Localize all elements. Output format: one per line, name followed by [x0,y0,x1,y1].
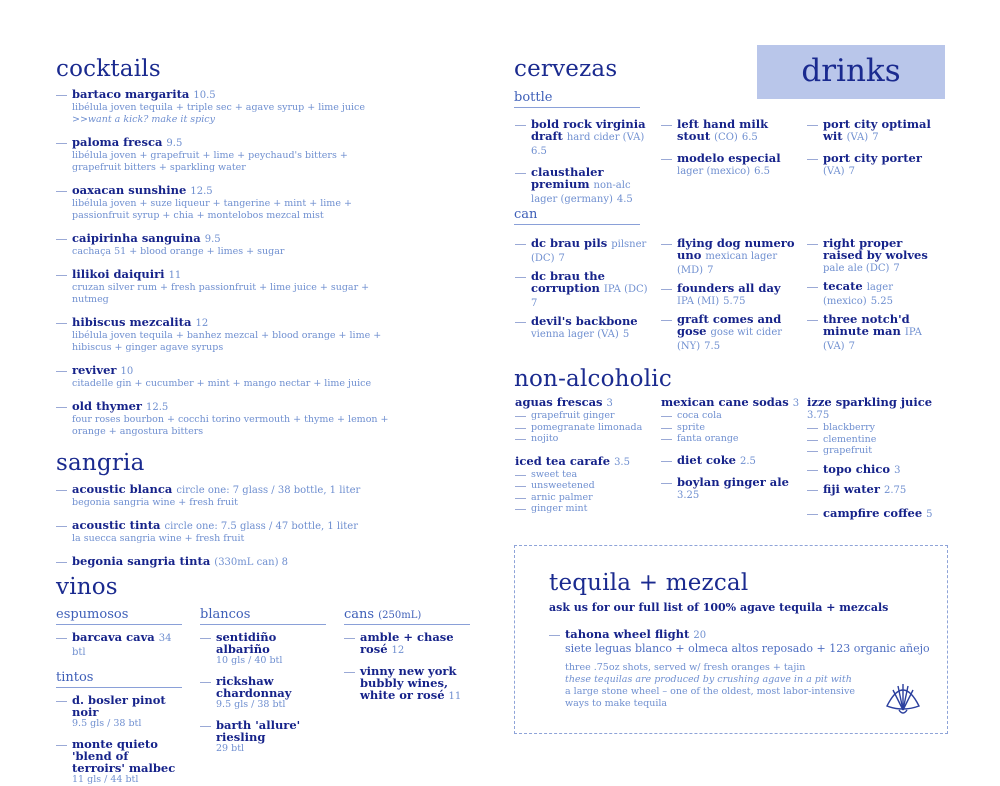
beer-item [515,118,655,158]
item-name: diet coke [677,452,736,467]
tequila-subtitle: ask us for our full list of 100% agave tequila + mezcals [549,601,889,614]
beer-style: vienna lager (VA) [531,329,619,340]
beer-style: pale ale (DC) [823,263,890,274]
flavor-item: arnic palmer [515,492,655,504]
item-name: reviver [72,363,117,377]
beer-style: IPA (VA) [823,327,922,352]
item-desc: libélula joven + grapefruit + lime + peychaud's bitters + grapefruit bitters + sparkling water [72,150,348,173]
cans-title: cans [344,607,375,622]
menu-item [56,400,436,438]
beer-name: left hand milk stout [677,117,769,143]
menu-item [661,454,801,468]
cocktails-section [56,58,436,438]
beer-item [661,152,801,178]
bottle-col-2 [661,118,801,178]
item-price: 34 btl [72,633,172,658]
beer-style: non-alc lager (germany) [531,180,631,205]
item-name: d. bosler pinot noir [72,693,166,719]
menu-item [56,555,446,569]
beer-price: 6.5 [531,146,547,157]
item-name: iced tea carafe [515,453,611,468]
flavor-item: nojito [515,433,655,445]
item-name: oaxacan sunshine [72,183,187,197]
cervezas-title: cervezas [514,56,618,82]
flight-desc: three .75oz shots, served w/ fresh oranges + tajin [565,662,806,673]
item-desc: citadelle gin + cucumber + mint + mango nectar + lime juice [72,378,372,389]
beer-name: bold rock virginia draft [531,117,646,143]
menu-item [344,665,470,703]
item-desc: libélula joven + suze liqueur + tangerine + mint + lime + passionfruit syrup + chia + montelobos mezcal mist [72,198,352,221]
item-name: topo chico [823,461,891,476]
item-name: barcava cava [72,630,155,644]
menu-item [807,483,957,497]
item-desc: 10 gls / 40 btl [216,655,283,666]
beer-item [515,237,655,265]
bottle-heading: bottle [514,91,640,108]
can-col-2 [661,237,801,353]
flight-list: siete leguas blanco + olmeca altos reposado + 123 organic añejo [565,642,930,655]
beer-item [515,270,655,310]
item-name: hibiscus mezcalita [72,315,192,329]
beer-style: mexican lager (MD) [677,251,778,276]
cans-column [344,608,470,703]
item-price: 3.75 [807,410,830,421]
menu-item [807,463,957,477]
item-name: lilikoi daiquiri [72,267,165,281]
item-price: 9.5 [166,138,183,149]
item-name: old thymer [72,399,142,413]
item-desc: cachaça 51 + blood orange + limes + sugar [72,246,285,257]
item-name: caipirinha sanguina [72,231,201,245]
item-name: fiji water [823,481,880,496]
beer-price: 7 [531,298,538,309]
cocktails-title: cocktails [56,56,161,82]
item-price: 12.5 [146,402,169,413]
item-name: rickshaw chardonnay [216,674,292,700]
beer-item [661,282,801,308]
cans-heading [344,608,470,625]
item-price: 3 [894,464,901,476]
can-col-3 [807,237,937,353]
beer-price: 6.5 [741,132,758,143]
beer-style: lager (mexico) [677,166,751,177]
item-desc: four roses bourbon + cocchi torino vermouth + thyme + lemon + orange + angostura bitters [72,414,389,437]
item-name: acoustic tinta [72,518,161,532]
beer-price: 7 [707,265,714,276]
item-price: 10 [120,366,134,377]
menu-item [56,738,182,786]
item-name: monte quieto 'blend of terroirs' malbec [72,737,176,775]
menu-item [344,631,470,657]
item-price: 9.5 [204,234,221,245]
beer-item [515,166,655,206]
beer-name: right proper raised by wolves [823,236,928,262]
spicy-note: >>want a kick? make it spicy [72,114,215,125]
nonalc-col-2 [661,396,801,502]
flavor-item: ginger mint [515,503,655,515]
menu-item [56,316,436,354]
beer-price: 5.25 [870,296,893,307]
vinos-section [56,576,476,599]
menu-item [200,675,326,711]
espumosos-column [56,608,182,786]
item-name: boylan ginger ale [677,474,789,489]
menu-item [56,268,436,306]
flight-desc: a large stone wheel – one of the oldest, most labor-intensive [565,686,855,697]
item-desc: begonia sangria wine + fresh fruit [72,497,238,508]
cervezas-section [514,58,734,81]
blancos-column [200,608,326,755]
item-price: 12 [195,318,209,329]
flavor-item: fanta orange [661,433,801,445]
beer-style: IPA (MI) [677,296,720,307]
flavor-item: pomegranate limonada [515,422,655,434]
beer-name: port city optimal wit [823,117,931,143]
item-desc: la suecca sangria wine + fresh fruit [72,533,245,544]
item-price: 10.5 [193,90,216,101]
item-desc: 11 gls / 44 btl [72,774,139,785]
item-name: bartaco margarita [72,87,190,101]
flight-desc: these tequilas are produced by crushing agave in a pit with [565,674,852,685]
menu-item [56,232,436,258]
menu-item [807,507,957,521]
beer-item [515,315,655,341]
can-col-1 [515,237,655,341]
item-name: sentidiño albariño [216,630,277,656]
flavor-item: sprite [661,422,801,434]
beer-name: clausthaler premium [531,165,604,191]
item-desc: libélula joven tequila + triple sec + agave syrup + lime juice [72,102,365,113]
cans-size: (250mL) [378,610,422,621]
sangria-title: sangria [56,450,145,476]
beer-style: (VA) [823,166,845,177]
beer-name: dc brau the corruption [531,269,605,295]
item-price: 11 [168,270,182,281]
drinks-title: drinks [801,53,901,89]
beer-price: 7 [848,341,855,352]
item-price: 3.5 [614,456,630,468]
beer-item [807,237,937,275]
beer-style: hard cider (VA) [566,132,645,143]
menu-item [200,631,326,667]
flight-desc: ways to make tequila [565,698,668,709]
beer-price: 5.75 [723,296,746,307]
menu-item [56,184,436,222]
beer-price: 7 [872,132,879,143]
beer-item [661,118,801,144]
item-desc: libélula joven tequila + banhez mezcal + blood orange + lime + hibiscus + ginger agave syrups [72,330,382,353]
menu-item [56,694,182,730]
item-name: acoustic blanca [72,482,173,496]
beer-style: (VA) [846,132,869,143]
menu-item [56,364,436,390]
beer-name: three notch'd minute man [823,312,910,338]
item-price: circle one: 7 glass / 38 bottle, 1 liter [176,485,361,496]
beer-name: devil's backbone [531,314,638,328]
vinos-title: vinos [56,574,118,600]
beer-item [807,118,937,144]
tintos-heading: tintos [56,671,182,688]
item-price: circle one: 7.5 glass / 47 bottle, 1 liter [164,521,358,532]
beer-price: 5 [622,329,630,340]
item-price: 3 [792,398,800,409]
beer-style: (CO) [714,132,738,143]
bottle-col-1 [515,118,655,206]
beer-name: modelo especial [677,151,781,165]
beer-style: lager (mexico) [823,282,893,307]
flight-item [549,628,939,710]
menu-item [56,88,436,126]
menu-item [661,476,801,502]
item-price: 12.5 [190,186,213,197]
menu-item [56,483,446,509]
nonalc-col-1 [515,396,655,515]
flavor-item: grapefruit ginger [515,410,655,422]
beer-name: port city porter [823,151,922,165]
sangria-section [56,452,446,569]
beer-price: 7 [893,263,900,274]
item-desc: 9.5 gls / 38 btl [72,718,142,729]
item-name: campfire coffee [823,505,923,520]
item-price: 11 [448,691,462,702]
item-price: 2.5 [740,455,756,467]
item-price: 12 [391,645,405,656]
beer-item [807,313,937,353]
beer-price: 4.5 [616,194,633,205]
flight-price: 20 [693,630,707,641]
beer-price: 7.5 [704,341,721,352]
beer-price: 7 [848,166,855,177]
beer-name: graft comes and gose [677,312,782,338]
item-price: 2.75 [883,484,907,496]
drinks-banner [757,45,945,99]
flavor-item: blackberry [807,422,957,434]
menu-item [56,519,446,545]
item-desc: cruzan silver rum + fresh passionfruit + lime juice + sugar + nutmeg [72,282,370,305]
beer-item [807,152,937,178]
beer-price: 6.5 [754,166,771,177]
beer-style: pilsner (DC) [531,239,647,264]
item-price: (330mL can) 8 [214,557,289,568]
item-price: 5 [926,508,933,520]
item-name: aguas frescas [515,395,603,409]
beer-name: tecate [823,279,863,293]
item-name: izze sparkling juice [807,395,933,409]
can-subheading [514,208,640,225]
item-price: 3.25 [677,489,700,501]
espumosos-heading: espumosos [56,608,182,625]
item-name: vinny new york bubbly wines, white or rosé [360,664,457,702]
beer-style: IPA (DC) [603,284,648,295]
beer-item [661,237,801,277]
tequila-box [514,545,948,734]
menu-item [56,631,182,659]
beer-item [807,280,937,308]
item-desc: 29 btl [216,743,245,754]
beer-name: founders all day [677,281,781,295]
beer-price: 7 [558,253,565,264]
nonalc-section [514,368,814,391]
flavor-item: sweet tea [515,469,655,481]
nonalc-col-3 [807,396,957,521]
menu-item [200,719,326,755]
nonalc-title: non-alcoholic [514,366,672,392]
item-name: begonia sangria tinta [72,554,211,568]
beer-name: flying dog numero uno [677,236,795,262]
beer-style: gose wit cider (NY) [677,327,783,352]
item-desc: 9.5 gls / 38 btl [216,699,286,710]
blancos-heading: blancos [200,608,326,625]
bottle-subheading [514,91,640,108]
flavor-item: clementine [807,434,957,446]
flavor-item: grapefruit [807,445,957,457]
menu-item [56,136,436,174]
item-name: amble + chase rosé [360,630,454,656]
item-name: paloma fresca [72,135,163,149]
flight-name: tahona wheel flight [565,627,690,641]
shell-icon [883,678,923,716]
beer-item [661,313,801,353]
item-price: 3 [606,398,613,409]
flavor-item: unsweetened [515,480,655,492]
beer-name: dc brau pils [531,236,608,250]
item-name: mexican cane sodas [661,395,789,409]
flavor-item: coca cola [661,410,801,422]
item-name: barth 'allure' riesling [216,718,301,744]
bottle-col-3 [807,118,937,178]
tequila-title: tequila + mezcal [549,570,749,596]
can-heading: can [514,208,640,225]
